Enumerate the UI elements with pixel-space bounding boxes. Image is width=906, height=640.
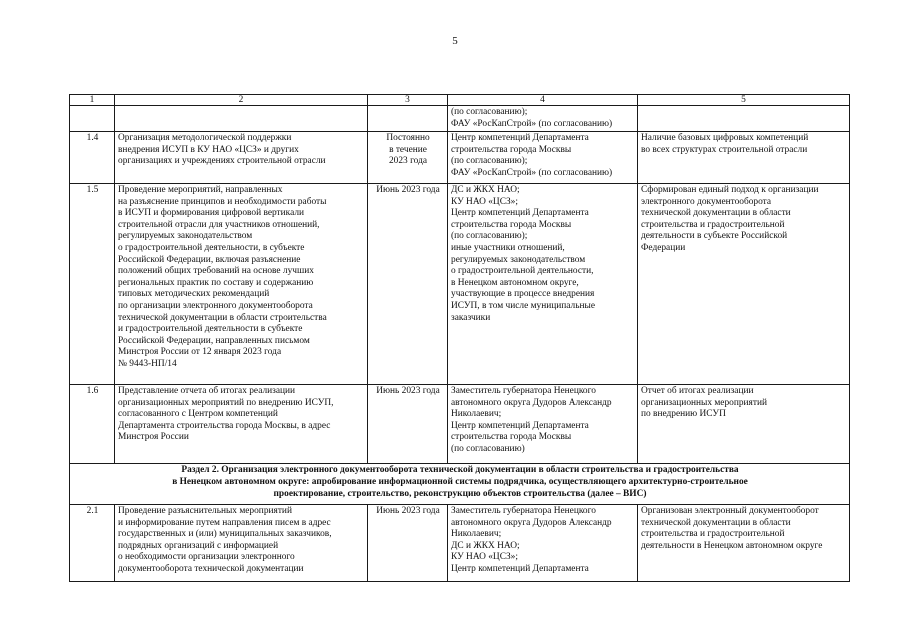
term-cell (368, 132, 448, 184)
term-text: Июнь 2023 года (376, 185, 440, 195)
result-text: Сформирован единый подход к организации электронного документооборота технической документации в области строительства и градостроительной деятельности в субъекте Российской Федерации (641, 185, 819, 253)
activity-cell (115, 132, 368, 184)
column-number: 5 (638, 95, 850, 106)
section-heading (70, 464, 850, 505)
activity-cell (115, 505, 368, 582)
table-row (70, 385, 850, 464)
executors-text: Центр компетенций Департамента строительства города Москвы (по согласованию); ФАУ «РосКапСтрой» (по согласованию) (451, 133, 613, 178)
executors-text: ДС и ЖКХ НАО; КУ НАО «ЦСЗ»; Центр компетенций Департамента строительства города Москвы (по согласованию); иные участники отношений, регулируемых законодательством о градостроительной деятельности, в Ненецком автономном округе, участвующие в процессе внедрения ИСУП, в том числе муниципальные заказчики (451, 185, 595, 323)
activity-cell (115, 106, 368, 132)
activity-text: Проведение мероприятий, направленных на разъяснение принципов и необходимости работы в ИСУП и формирования цифровой вертикали строительной отрасли для участников отношений, регулируемых законодательством о градостроительной деятельности, в субъекте Российской Федерации, включая разъяснение положений общих требований на основе лучших региональных практик по составу и содержанию типовых методических рекомендаций по организации электронного документооборота технической документации в области строительства и градостроительной деятельности в субъекте Российской Федерации, направленных письмом Минстроя России от 12 января 2023 года № 9443-НП/14 (118, 185, 327, 369)
result-cell (638, 385, 850, 464)
activity-cell (115, 184, 368, 385)
section-heading-text: Раздел 2. Организация электронного документооборота технической документации в области строительства и градостроительства в Ненецком автономном округе: апробирование информационной системы подрядчика, осуществляющего архитектурно-строительное проектирование, строительство, реконструкцию объектов строительства (далее – ВИС) (172, 465, 748, 499)
column-number: 1 (70, 95, 115, 106)
result-cell (638, 106, 850, 132)
column-number: 3 (368, 95, 448, 106)
item-number: 1.6 (70, 385, 115, 464)
plan-table (69, 94, 850, 582)
result-text: Отчет об итогах реализации организационных мероприятий по внедрению ИСУП (641, 386, 767, 420)
result-text: Наличие базовых цифровых компетенций во всех структурах строительной отрасли (641, 133, 809, 155)
activity-text: Организация методологической поддержки внедрения ИСУП в КУ НАО «ЦСЗ» и других организациях и учреждениях строительной отрасли (118, 133, 326, 167)
table-row (70, 132, 850, 184)
item-number (70, 106, 115, 132)
term-text: Постоянно в течение 2023 года (386, 133, 430, 167)
item-number: 1.5 (70, 184, 115, 385)
executors-text: Заместитель губернатора Ненецкого автономного округа Дудоров Александр Николаевич; Центр компетенций Департамента строительства города Москвы (по согласованию) (451, 386, 612, 454)
table-row (70, 505, 850, 582)
section-row (70, 464, 850, 505)
activity-text: Представление отчета об итогах реализации организационных мероприятий по внедрению ИСУП, согласованного с Центром компетенций Департамента строительства города Москвы, в адрес Минстроя России (118, 386, 334, 443)
term-text: Июнь 2023 года (376, 386, 440, 396)
result-cell (638, 505, 850, 582)
page-number: 5 (452, 35, 458, 47)
executors-text: Заместитель губернатора Ненецкого автономного округа Дудоров Александр Николаевич; ДС и ЖКХ НАО; КУ НАО «ЦСЗ»; Центр компетенций Департамента (451, 506, 612, 574)
executors-cell (448, 106, 638, 132)
table-row (70, 106, 850, 132)
column-number: 4 (448, 95, 638, 106)
result-text: Организован электронный документооборот технической документации в области строительства и градостроительной деятельности в Ненецком автономном округе (641, 506, 823, 551)
term-cell (368, 505, 448, 582)
executors-cell (448, 505, 638, 582)
item-number: 2.1 (70, 505, 115, 582)
term-cell (368, 106, 448, 132)
table-row (70, 184, 850, 385)
activity-cell (115, 385, 368, 464)
executors-cell (448, 132, 638, 184)
executors-cell (448, 184, 638, 385)
term-cell (368, 385, 448, 464)
executors-text: (по согласованию); ФАУ «РосКапСтрой» (по согласованию) (451, 107, 613, 129)
column-number: 2 (115, 95, 368, 106)
column-number-row (70, 95, 850, 106)
item-number: 1.4 (70, 132, 115, 184)
term-text: Июнь 2023 года (376, 506, 440, 516)
activity-text: Проведение разъяснительных мероприятий и информирование путем направления писем в адрес государственных и (или) муниципальных заказчиков, подрядных организаций с информацией о необходимости организации электронного документооборота технической документации (118, 506, 332, 574)
executors-cell (448, 385, 638, 464)
result-cell (638, 184, 850, 385)
result-cell (638, 132, 850, 184)
term-cell (368, 184, 448, 385)
